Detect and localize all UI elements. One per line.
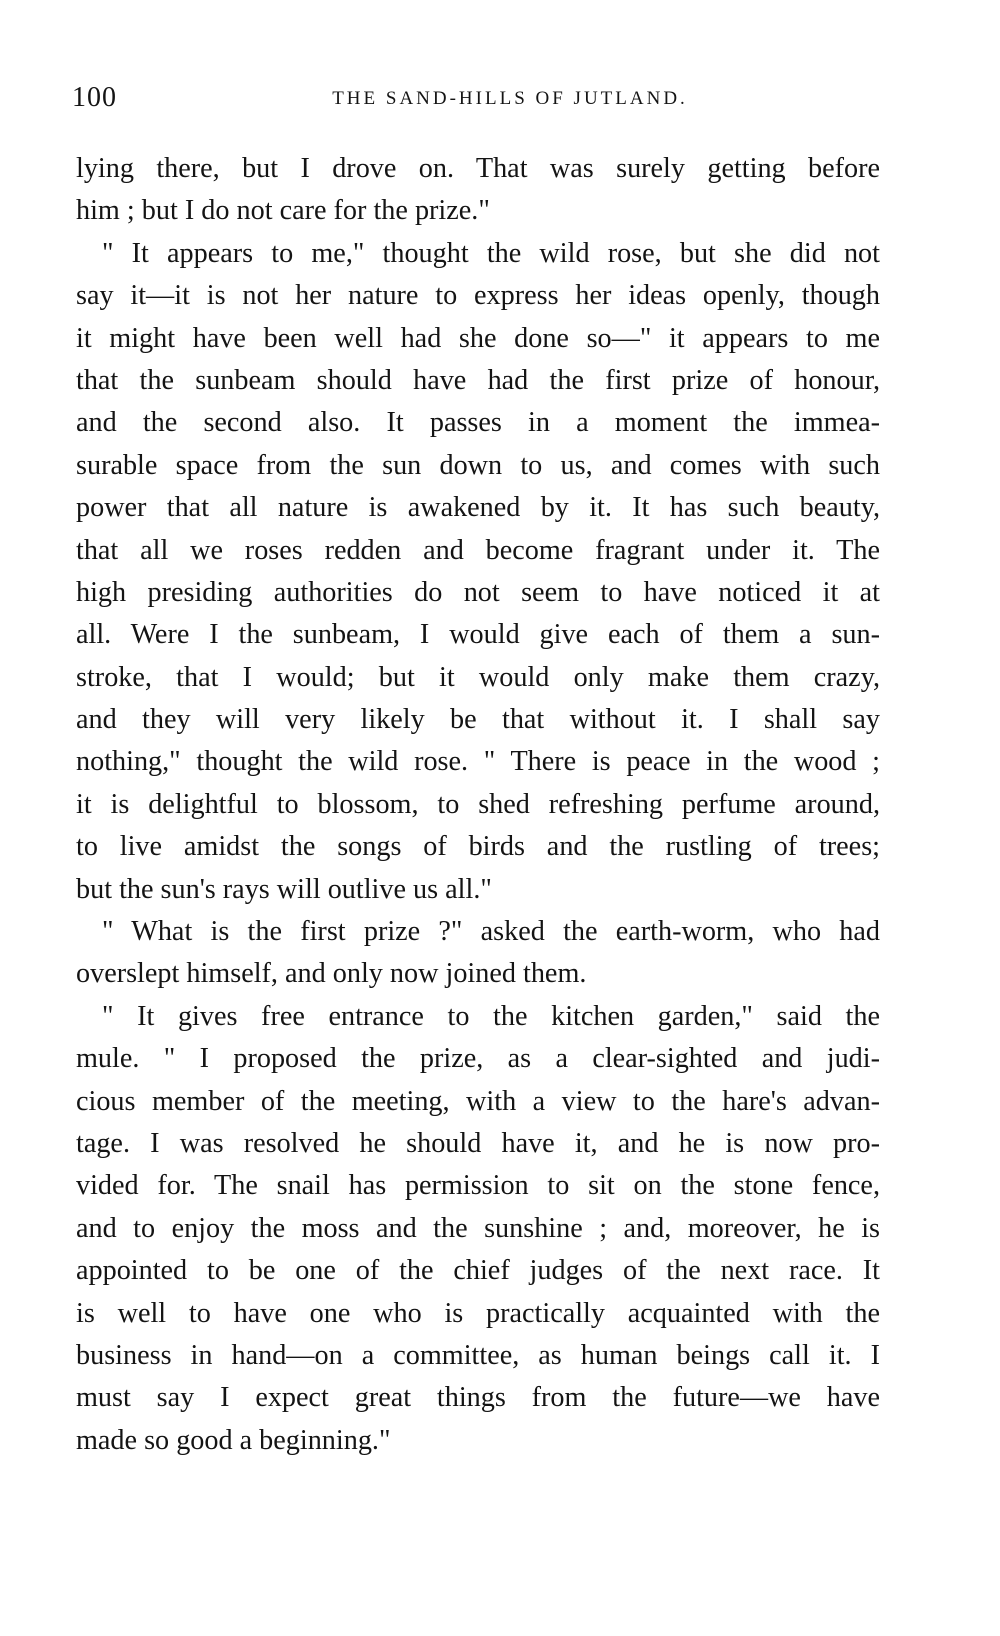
- text-line: that all we roses redden and become fragrant under it. The: [76, 534, 880, 566]
- text-line: it might have been well had she done so—" it appears to me: [76, 322, 880, 354]
- text-line: must say I expect great things from the future—we have: [76, 1382, 880, 1414]
- text-line: say it—it is not her nature to express her ideas openly, though: [76, 280, 880, 312]
- text-line: all. Were I the sunbeam, I would give each of them a sun-: [76, 619, 880, 651]
- text-line: made so good a beginning.": [76, 1424, 391, 1456]
- text-line: appointed to be one of the chief judges of the next race. It: [76, 1255, 880, 1287]
- text-line: to live amidst the songs of birds and the rustling of trees;: [76, 831, 880, 863]
- text-line: that the sunbeam should have had the first prize of honour,: [76, 364, 880, 396]
- text-line: " What is the first prize ?" asked the earth-worm, who had: [102, 916, 880, 948]
- text-line: power that all nature is awakened by it. It has such beauty,: [76, 492, 880, 524]
- text-line: high presiding authorities do not seem to have noticed it at: [76, 576, 880, 608]
- text-line: lying there, but I drove on. That was surely getting before: [76, 153, 880, 184]
- page-number: 100: [72, 82, 117, 113]
- text-line: nothing," thought the wild rose. " There is peace in the wood ;: [76, 746, 880, 778]
- text-line: " It appears to me," thought the wild rose, but she did not: [102, 237, 880, 269]
- text-line: and to enjoy the moss and the sunshine ; and, moreover, he is: [76, 1212, 880, 1244]
- text-line: surable space from the sun down to us, and comes with such: [76, 449, 880, 481]
- text-line: stroke, that I would; but it would only make them crazy,: [76, 661, 880, 693]
- text-line: and the second also. It passes in a moment the immea-: [76, 407, 880, 439]
- running-title: THE SAND-HILLS OF JUTLAND.: [332, 88, 688, 109]
- text-line: is well to have one who is practically acquainted with the: [76, 1297, 880, 1329]
- body-text: [76, 148, 880, 1462]
- text-line: and they will very likely be that without it. I shall say: [76, 704, 880, 736]
- page-header: [72, 82, 912, 122]
- text-line: " It gives free entrance to the kitchen garden," said the: [102, 1000, 880, 1032]
- text-line: business in hand—on a committee, as human beings call it. I: [76, 1339, 880, 1371]
- text-line: him ; but I do not care for the prize.": [76, 195, 490, 227]
- text-line: tage. I was resolved he should have it, and he is now pro-: [76, 1127, 880, 1159]
- text-line: mule. " I proposed the prize, as a clear-sighted and judi-: [76, 1043, 880, 1075]
- text-line: overslept himself, and only now joined them.: [76, 958, 587, 990]
- text-line: but the sun's rays will outlive us all.": [76, 873, 492, 905]
- text-line: it is delightful to blossom, to shed refreshing perfume around,: [76, 788, 880, 820]
- text-line: cious member of the meeting, with a view to the hare's advan-: [76, 1085, 880, 1117]
- text-line: vided for. The snail has permission to sit on the stone fence,: [76, 1170, 880, 1202]
